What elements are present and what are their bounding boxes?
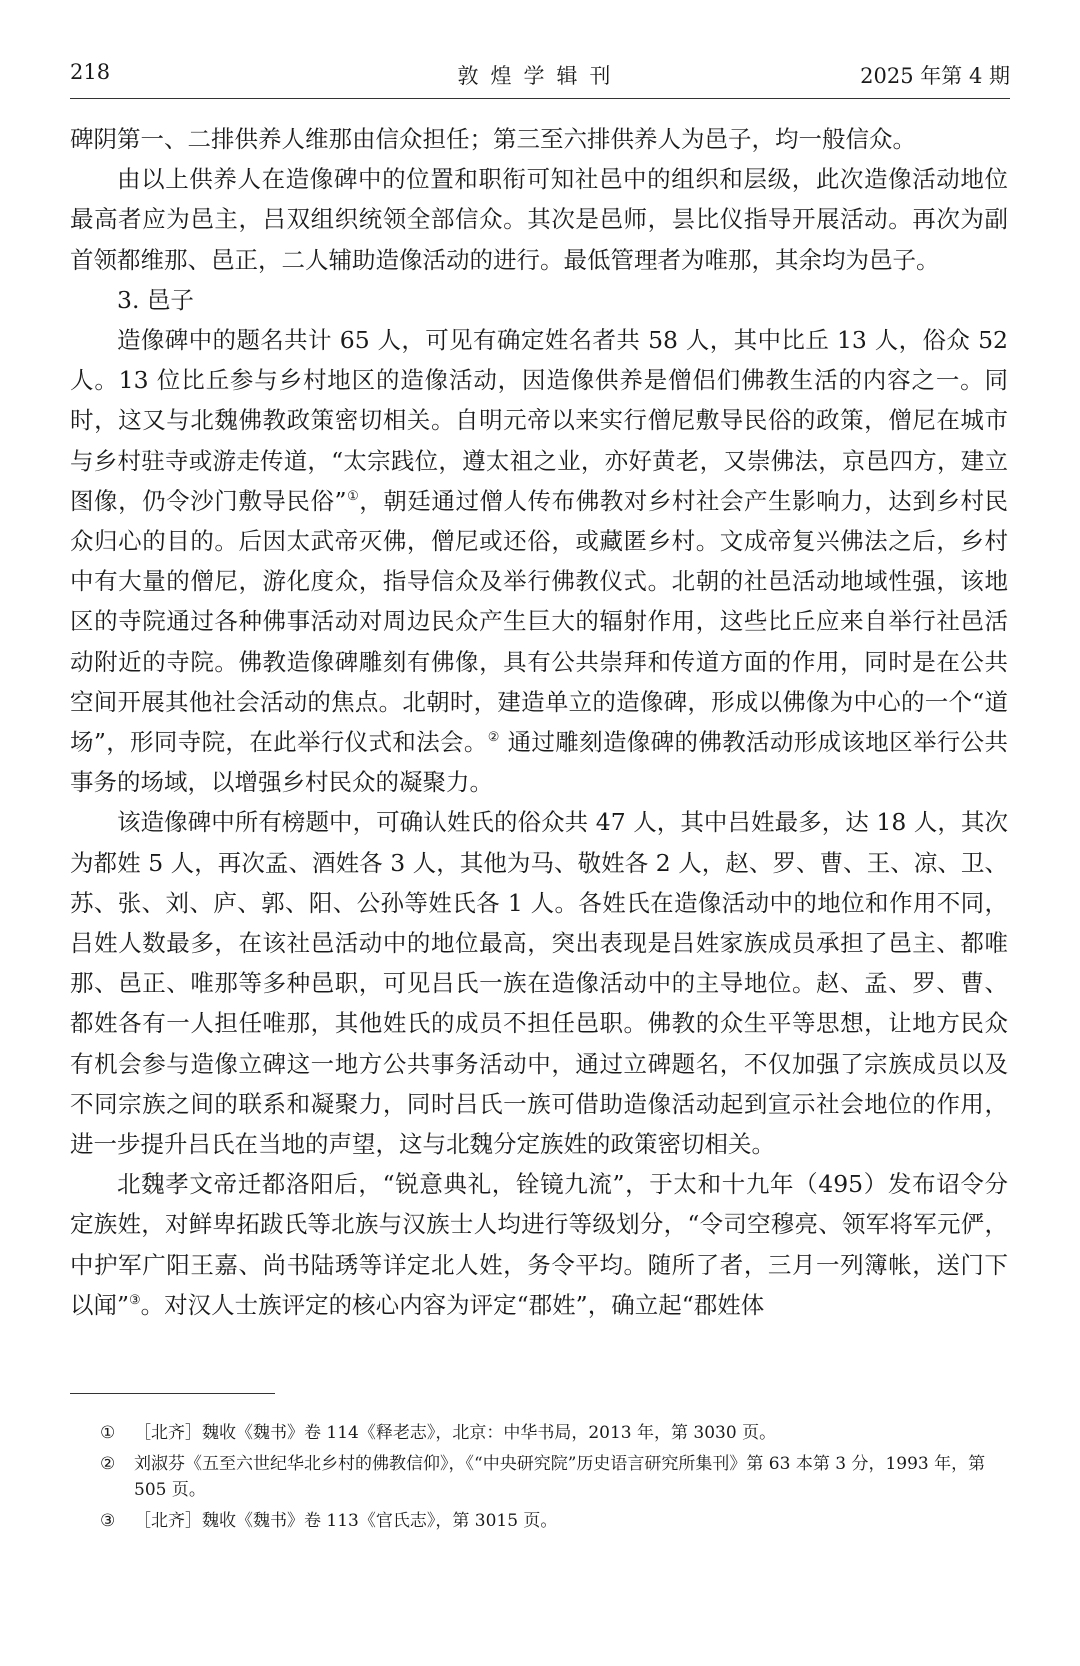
paragraph: 由以上供养人在造像碑中的位置和职衔可知社邑中的组织和层级，此次造像活动地位最高者应为邑主，吕双组织统领全部信众。其次是邑师，昙比仪指导开展活动。再次为副首领都维那、邑正，二人辅助造像活动的进行。最低管理者为唯那，其余均为邑子。 — [70, 165, 1008, 274]
paragraph: 碑阴第一、二排供养人维那由信众担任；第三至六排供养人为邑子，均一般信众。 — [70, 125, 916, 153]
footnote-text: 刘淑芬《五至六世纪华北乡村的佛教信仰》，《“中央研究院”历史语言研究所集刊》第 63 本第 3 分，1993 年，第 505 页。 — [134, 1454, 986, 1500]
paragraph — [70, 1164, 1008, 1325]
footnote-ref-2[interactable]: ② — [487, 730, 500, 746]
footnote-ref-1[interactable]: ① — [346, 489, 360, 504]
running-header — [70, 58, 1010, 99]
footnote-mark: ③ — [100, 1511, 116, 1531]
paragraph — [70, 320, 1008, 802]
page-number: 218 — [70, 60, 111, 84]
footnote-text: ［北齐］魏收《魏书》卷 114《释老志》，北京：中华书局，2013 年，第 3030 页。 — [134, 1423, 777, 1443]
footnote-mark: ② — [100, 1454, 116, 1474]
journal-title: 敦煌学辑刊 — [457, 64, 623, 88]
footnote-1 — [70, 1420, 1008, 1446]
footnote-divider — [70, 1393, 275, 1394]
footnote-mark: ① — [100, 1423, 116, 1443]
paragraph: 该造像碑中所有榜题中，可确认姓氏的俗众共 47 人，其中吕姓最多，达 18 人，其次为都姓 5 人，再次孟、酒姓各 3 人，其他为马、敬姓各 2 人，赵、罗、曹、王、凉、卫、苏、张、刘、庐、郭、阳、公孙等姓氏各 1 人。各姓氏在造像活动中的地位和作用不同，吕姓人数最多，在该社邑活动中的地位最高，突出表现是吕姓家族成员承担了邑主、都唯那、邑正、唯那等多种邑职，可见吕氏一族在造像活动中的主导地位。赵、孟、罗、曹、都姓各有一人担任唯那，其他姓氏的成员不担任邑职。佛教的众生平等思想，让地方民众有机会参与造像立碑这一地方公共事务活动中，通过立碑题名，不仅加强了宗族成员以及不同宗族之间的联系和凝聚力，同时吕氏一族可借助造像活动起到宣示社会地位的作用，进一步提升吕氏在当地的声望，这与北魏分定族姓的政策密切相关。 — [70, 808, 1008, 1159]
paragraph-text: 通过雕刻造像碑的佛教活动形成该地区举行公共事务的场域，以增强乡村民众的凝聚力。 — [70, 728, 1009, 797]
issue-label: 2025 年第 4 期 — [860, 64, 1010, 88]
paragraph-text: 。对汉人士族评定的核心内容为评定“郡姓”，确立起“郡姓体 — [140, 1290, 765, 1319]
footnote-3 — [70, 1508, 1008, 1534]
body-text — [70, 119, 1008, 1325]
footnote-ref-3[interactable]: ③ — [129, 1293, 141, 1309]
paragraph-text: ，朝廷通过僧人传布佛教对乡村社会产生影响力，达到乡村民众归心的目的。后因太武帝灭佛，僧尼或还俗，或藏匿乡村。文成帝复兴佛法之后，乡村中有大量的僧尼，游化度众，指导信众及举行佛教仪式。北朝的社邑活动地域性强，该地区的寺院通过各种佛事活动对周边民众产生巨大的辐射作用，这些比丘应来自举行社邑活动附近的寺院。佛教造像碑雕刻有佛像，具有公共崇拜和传道方面的作用，同时是在公共空间开展其他社会活动的焦点。北朝时，建造单立的造像碑，形成以佛像为中心的一个“道场”，形同寺院，在此举行仪式和法会。 — [70, 486, 1008, 757]
footnote-2 — [70, 1451, 1008, 1503]
footnote-text: ［北齐］魏收《魏书》卷 113《官氏志》，第 3015 页。 — [134, 1511, 558, 1531]
paragraph-text: 造像碑中的题名共计 65 人，可见有确定姓名者共 58 人，其中比丘 13 人，俗众 52 人。13 位比丘参与乡村地区的造像活动，因造像供养是僧侣们佛教生活的内容之一。同时，这又与北魏佛教政策密切相关。自明元帝以来实行僧尼敷导民俗的政策，僧尼在城市与乡村驻寺或游走传道，“太宗践位，遵太祖之业，亦好黄老，又崇佛法，京邑四方，建立图像，仍令沙门敷导民俗” — [70, 326, 1008, 515]
section-heading: 3. 邑子 — [117, 285, 194, 314]
footnotes — [70, 1420, 1008, 1539]
paragraph-text: 北魏孝文帝迁都洛阳后，“锐意典礼，铨镜九流”，于太和十九年（495）发布诏令分定族姓，对鲜卑拓跋氏等北族与汉族士人均进行等级划分，“令司空穆亮、领军将军元俨，中护军广阳王嘉、尚书陆琇等详定北人姓，务令平均。随所了者，三月一列簿帐，送门下以闻” — [70, 1170, 1008, 1319]
